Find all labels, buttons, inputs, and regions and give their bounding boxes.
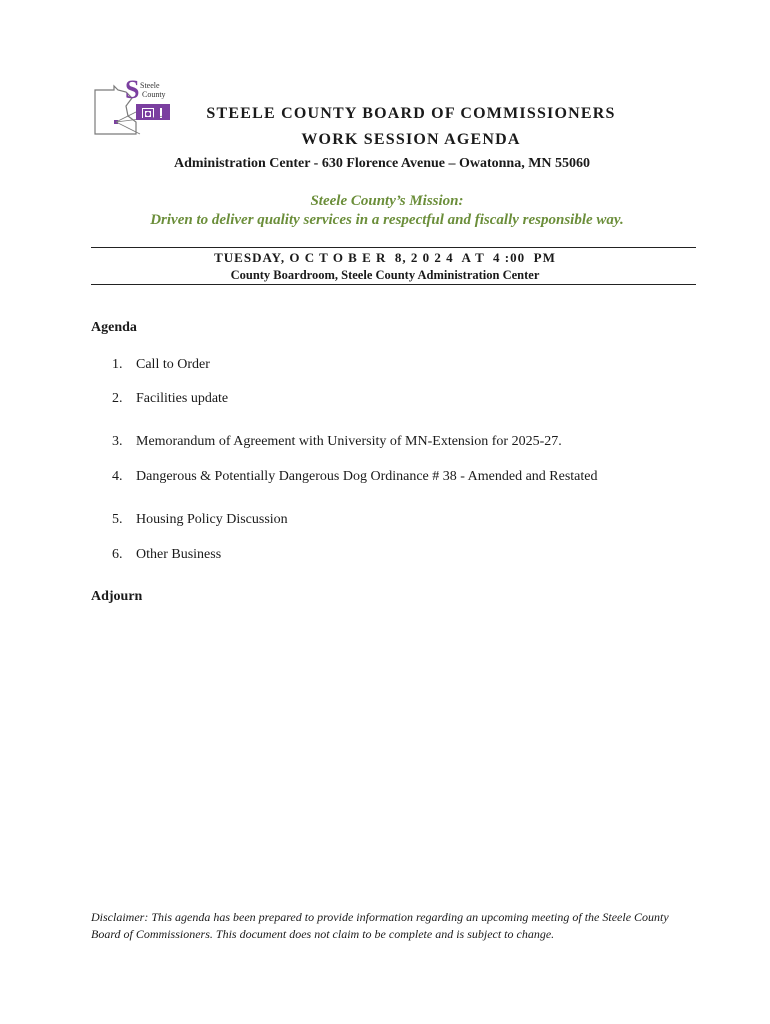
agenda-item-text: Dangerous & Potentially Dangerous Dog Ordinance # 38 - Amended and Restated [136,469,598,484]
agenda-heading: Agenda [91,320,137,335]
logo-s-letter: S [125,76,140,104]
address-line: Administration Center - 630 Florence Avenue – Owatonna, MN 55060 [173,156,591,171]
agenda-item-text: Other Business [136,547,222,562]
agenda-item-text: Housing Policy Discussion [136,512,288,527]
logo-text-steele: Steele [140,81,160,90]
agenda-item [112,391,228,407]
meeting-location: County Boardroom, Steele County Administration Center [230,268,540,282]
mission-statement: Driven to deliver quality services in a respectful and fiscally responsible way. [150,212,624,228]
agenda-item [112,469,598,485]
agenda-item-number: 5. [112,512,123,527]
agenda-item [112,547,221,563]
agenda-item-number: 2. [112,391,123,406]
board-title: STEELE COUNTY BOARD OF COMMISSIONERS [206,105,616,122]
agenda-item [112,434,562,450]
agenda-item-number: 4. [112,469,123,484]
agenda-item-number: 3. [112,434,123,449]
agenda-title: WORK SESSION AGENDA [301,131,521,148]
agenda-item-text: Memorandum of Agreement with University of MN-Extension for 2025-27. [136,434,562,449]
agenda-item-text: Facilities update [136,391,229,406]
mission-heading: Steele County’s Mission: [310,193,464,209]
divider-bottom [91,284,696,285]
logo-text-county: County [142,90,166,99]
adjourn-label: Adjourn [91,589,143,604]
agenda-item-text: Call to Order [136,357,210,372]
agenda-item-number: 1. [112,357,123,372]
agenda-item [112,512,288,528]
disclaimer-text: Disclaimer: This agenda has been prepared to provide information regarding an upcoming meeting of the Steele County Board of Commissioners. This document does not claim to be complete and is subject to change. [91,910,669,941]
agenda-item-number: 6. [112,547,123,562]
divider-top [91,247,696,248]
meeting-date: TUESDAY, O C T O B E R 8, 2 0 2 4 A T 4 :00 PM [214,250,556,265]
agenda-item [112,357,210,373]
